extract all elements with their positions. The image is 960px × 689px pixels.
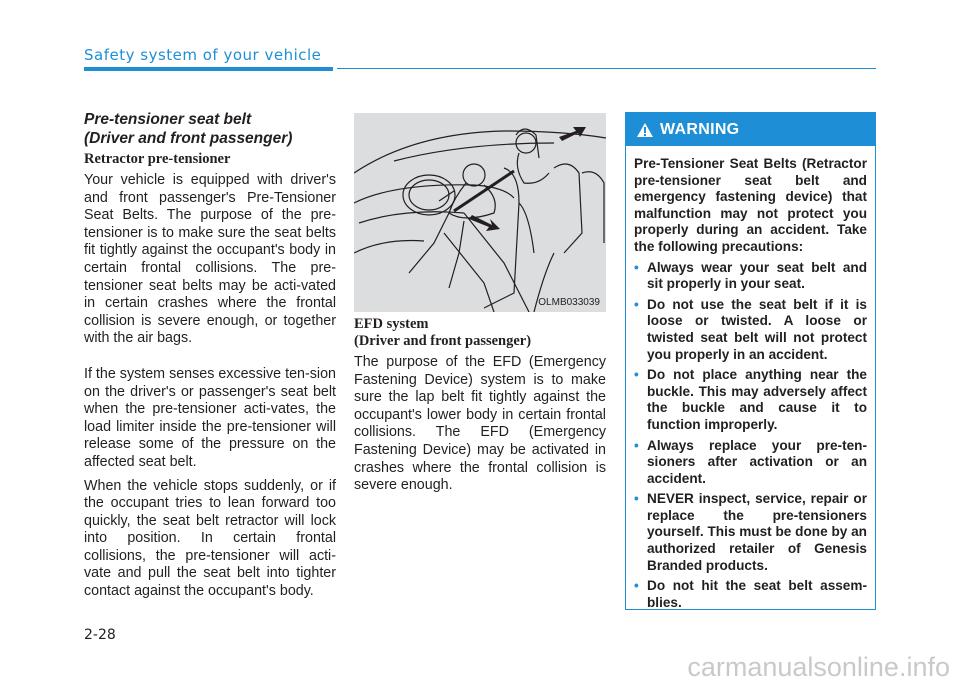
- paragraph-2: If the system senses excessive ten-sion on the driver's or passenger's seat belt when the pre-tensioner acti-vates, the load limiter inside the pre-tensioner will release some of the pressure on the affected seat belt.: [84, 365, 336, 470]
- paragraph-3: When the vehicle stops suddenly, or if the occupant tries to lean forward too quickly, the seat belt retractor will lock into position. In certain frontal collisions, the pre-tensioner will acti-vate and pull the seat belt into tighter contact against the occupant's body.: [84, 477, 336, 600]
- section-heading-line1: Pre-tensioner seat belt: [84, 111, 252, 128]
- efd-heading-line2: (Driver and front passenger): [354, 333, 532, 349]
- bullet-icon: •: [634, 259, 639, 275]
- bullet-icon: •: [634, 491, 639, 507]
- warning-intro: Pre-Tensioner Seat Belts (Retractor pre-tensioner seat belt and emergency fastening device) that malfunction may not protect you properly during an accident. Take the following precautions:: [634, 156, 867, 254]
- bullet-icon: •: [634, 296, 639, 312]
- section-heading: [84, 110, 336, 148]
- car-interior-drawing: [354, 113, 606, 312]
- warning-item: [634, 578, 867, 611]
- left-column: [84, 110, 336, 601]
- warning-header: [626, 113, 875, 146]
- bullet-icon: •: [634, 437, 639, 453]
- bullet-icon: •: [634, 367, 639, 383]
- efd-heading: [354, 316, 606, 350]
- header-rule-thick: [84, 67, 333, 71]
- warning-triangle-icon: [636, 122, 654, 138]
- warning-list: [634, 260, 867, 612]
- warning-item-text: Do not hit the seat belt assem-blies.: [647, 578, 867, 610]
- warning-item: [634, 491, 867, 574]
- seatbelt-illustration: [354, 113, 606, 312]
- middle-column: [354, 316, 606, 495]
- efd-paragraph: The purpose of the EFD (Emergency Fastening Device) system is to make sure the lap belt fit tightly against the occupant's lower body in certain frontal collisions. The EFD (Emergency Fastening Device) may be activated in crashes where the frontal collision is severe enough.: [354, 354, 606, 494]
- warning-box: [625, 112, 876, 610]
- warning-item: [634, 438, 867, 488]
- warning-item: [634, 297, 867, 363]
- warning-body: [626, 146, 875, 611]
- header-rule-thin: [337, 68, 876, 69]
- warning-item-text: Always wear your seat belt and sit properly in your seat.: [647, 259, 867, 292]
- warning-item: [634, 260, 867, 293]
- page-number: 2-28: [84, 627, 116, 643]
- watermark: carmanualsonline.info: [687, 652, 950, 682]
- section-title: Safety system of your vehicle: [84, 46, 322, 64]
- warning-item-text: Do not place anything near the buckle. This may adversely affect the buckle and cause it to function improperly.: [647, 367, 867, 432]
- warning-item: [634, 367, 867, 433]
- paragraph-1: Your vehicle is equipped with driver's and front passenger's Pre-Tensioner Seat Belts. The purpose of the pre-tensioner is to make sure the seat belts fit tightly against the occupant's body in certain frontal collisions. The pre-tensioner seat belts may be acti-vated in certain crashes where the frontal collision is severe enough, or together with the air bags.: [84, 172, 336, 347]
- warning-title: WARNING: [660, 120, 740, 138]
- warning-item-text: Always replace your pre-ten-sioners after activation or an accident.: [647, 437, 867, 486]
- section-heading-line2: (Driver and front passenger): [84, 130, 293, 147]
- illustration-code: OLMB033039: [538, 297, 600, 308]
- warning-item-text: Do not use the seat belt if it is loose or twisted. A loose or twisted seat belt will not protect you properly in an accident.: [647, 296, 867, 362]
- warning-item-text: NEVER inspect, service, repair or replace the pre-tensioners yourself. This must be done by an authorized retailer of Genesis Branded products.: [647, 491, 867, 573]
- efd-heading-line1: EFD system: [354, 316, 429, 332]
- subheading: Retractor pre-tensioner: [84, 151, 231, 167]
- bullet-icon: •: [634, 578, 639, 594]
